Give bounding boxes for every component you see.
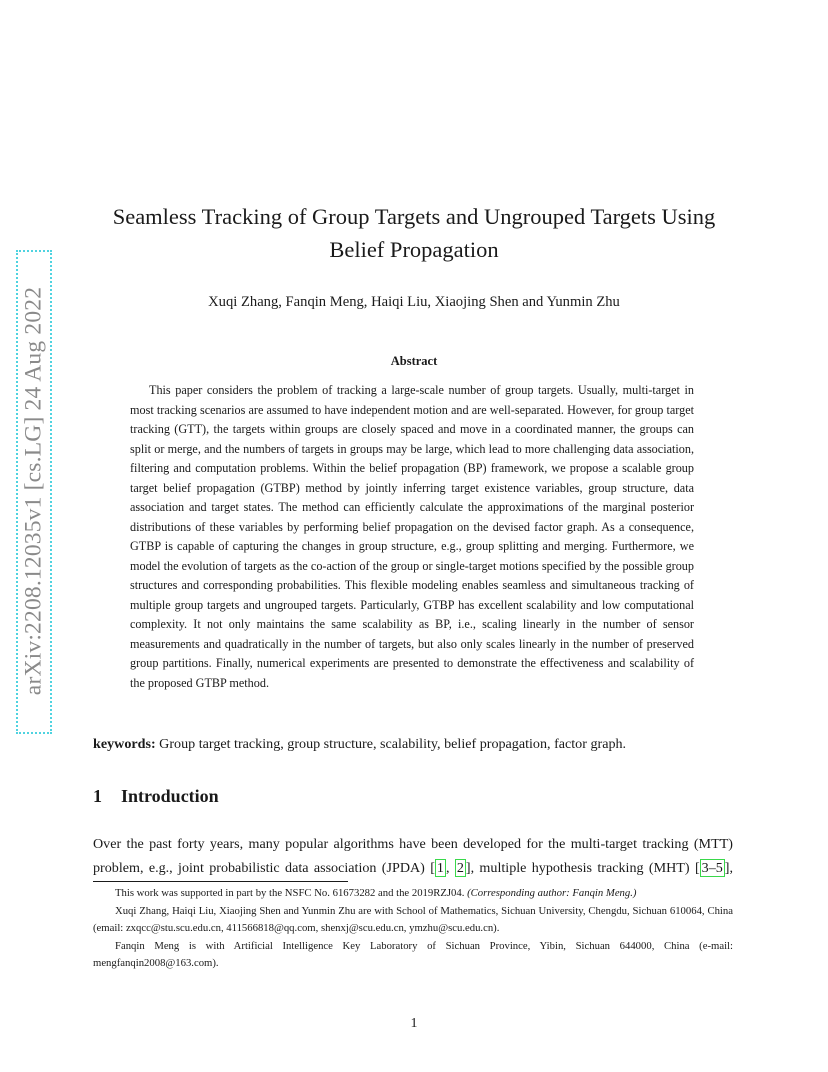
arxiv-identifier[interactable]: arXiv:2208.12035v1 [cs.LG] 24 Aug 2022: [20, 286, 47, 696]
keywords: [93, 734, 753, 754]
citation-link[interactable]: 2: [456, 860, 464, 876]
keywords-text: Group target tracking, group structure, scalability, belief propagation, factor graph.: [159, 736, 627, 752]
page-number: 1: [410, 1016, 418, 1031]
abstract-text: This paper considers the problem of tracking a large-scale number of group targets. Usually, multi-target in most tracking scenarios are assumed to have independent motion and are well-separated. However, for group target tracking (GTT), the targets within groups are closely spaced and move in a coordinated manner, the groups can split or merge, and the numbers of targets in groups may be large, which lead to more challenging data association, filtering and computation problems. Within the belief propagation (BP) framework, we propose a scalable group target belief propagation (GTBP) method by jointly inferring target existence variables, group structure, data association and target states. The method can efficiently calculate the approximations of the marginal posterior distributions of these variables by performing belief propagation on the devised factor graph. As a consequence, GTBP is capable of capturing the changes in group structure, e.g., group splitting and merging. Furthermore, we model the evolution of targets as the co-action of the group or single-target motions specified by the possible group structures and corresponding probabilities. This flexible modeling enables seamless and simultaneous tracking of multiple group targets and ungrouped targets. Particularly, GTBP has excellent scalability and low computational complexity. It not only maintains the same scalability as BP, i.e., scaling linearly in the number of sensor measurements and quadratically in the number of targets, but also only scales linearly in the number of preserved group partitions. Finally, numerical experiments are presented to demonstrate the effectiveness and scalability of the proposed GTBP method.: [130, 383, 694, 690]
corresponding-author: (Corresponding author: Fanqin Meng.): [467, 887, 637, 899]
keywords-label: keywords:: [93, 736, 156, 752]
intro-text: ],: [724, 860, 733, 876]
title-line-1: Seamless Tracking of Group Targets and Ungrouped Targets Using: [112, 204, 716, 229]
citation-link[interactable]: [700, 859, 725, 877]
footnote-affiliation-1: Xuqi Zhang, Haiqi Liu, Xiaojing Shen and Yunmin Zhu are with School of Mathematics, Sichuan University, Chengdu, Sichuan 610064, China (email: zxqcc@stu.scu.edu.cn, 411566818@qq.com, shenxj@scu.edu.cn, ymzhu@scu.edu.cn).: [93, 904, 733, 934]
title-line-2: Belief Propagation: [329, 237, 499, 262]
author-list: Xuqi Zhang, Fanqin Meng, Haiqi Liu, Xiaojing Shen and Yunmin Zhu: [208, 294, 620, 310]
citation-start: 3: [701, 860, 709, 876]
intro-text: ], multiple hypothesis tracking (MHT) [: [465, 860, 700, 876]
footnote-funding-text: This work was supported in part by the NSFC No. 61673282 and the 2019RZJ04.: [115, 887, 468, 899]
intro-line-2: [93, 856, 733, 880]
footnotes: [93, 885, 733, 973]
intro-text: ,: [445, 860, 455, 876]
section-number: 1: [93, 786, 102, 806]
section-title: Introduction: [121, 786, 219, 806]
footnote-funding: [93, 885, 733, 903]
intro-text: problem, e.g., joint probabilistic data association (JPDA) [: [93, 860, 435, 876]
paper-title: [0, 200, 828, 266]
section-heading: [93, 786, 219, 807]
intro-paragraph: [93, 832, 733, 880]
footnote-affiliation-2: Fanqin Meng is with Artificial Intelligence Key Laboratory of Sichuan Province, Yibin, Sichuan 644000, China (e-mail: mengfanqin2008@163.com).: [93, 939, 733, 969]
citation-dash: –: [708, 860, 716, 876]
intro-line-1: Over the past forty years, many popular algorithms have been developed for the multi-target tracking (MTT): [93, 836, 733, 852]
footnote-rule: [93, 881, 348, 882]
abstract-heading: Abstract: [390, 354, 438, 368]
citation-end: 5: [715, 860, 723, 876]
citation-link[interactable]: 1: [436, 860, 444, 876]
